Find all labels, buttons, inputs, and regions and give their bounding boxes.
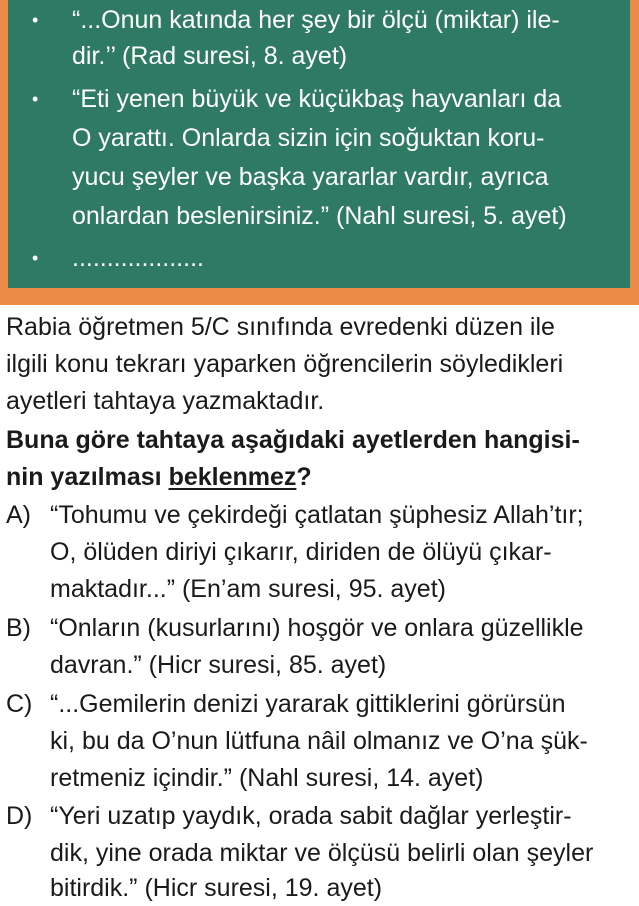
- question-line: Buna göre tahtaya aşağıdaki ayetlerden hangisi-: [6, 426, 580, 454]
- board-item-cont: [8, 38, 630, 78]
- board-line: “...Onun katında her şey bir ölçü (miktar) ile-: [72, 6, 560, 34]
- board-line: “Eti yenen büyük ve küçükbaş hayvanları da: [72, 85, 562, 113]
- option-c-letter[interactable]: C): [6, 690, 33, 718]
- board-line: dir.’’ (Rad suresi, 8. ayet): [72, 42, 348, 70]
- option-d-line[interactable]: “Yeri uzatıp yaydık, orada sabit dağlar yerleştir-: [50, 802, 572, 830]
- option-b-line[interactable]: davran.” (Hicr suresi, 85. ayet): [50, 651, 387, 679]
- option-d-line[interactable]: bitirdik.” (Hicr suresi, 19. ayet): [50, 874, 383, 902]
- chalkboard: [8, 0, 630, 288]
- question-line: [6, 459, 312, 495]
- option-d-line[interactable]: dik, yine orada miktar ve ölçüsü belirli olan şeyler: [50, 839, 594, 867]
- option-b-letter[interactable]: B): [6, 614, 31, 642]
- chalkboard-frame: [0, 0, 639, 305]
- board-item: [8, 2, 630, 42]
- question-mark: ?: [296, 463, 312, 491]
- option-a-line[interactable]: maktadır...” (En’am suresi, 95. ayet): [50, 575, 446, 603]
- board-item-cont: [8, 120, 630, 160]
- question-text: nin yazılması: [6, 463, 169, 491]
- option-c-line[interactable]: retmeniz içindir.” (Nahl suresi, 14. ayet): [50, 764, 484, 792]
- question-emphasis: beklenmez: [168, 463, 297, 491]
- option-d-letter[interactable]: D): [6, 802, 33, 830]
- option-a-line[interactable]: O, ölüden diriyi çıkarır, diriden de ölüyü çıkar-: [50, 538, 552, 566]
- intro-line: ayetleri tahtaya yazmaktadır.: [6, 387, 325, 415]
- board-line: ...................: [72, 244, 204, 272]
- board-line: yucu şeyler ve başka yararlar vardır, ayrıca: [72, 163, 549, 191]
- bullet: •: [32, 89, 39, 109]
- board-item: [8, 81, 630, 121]
- option-c-line[interactable]: ki, bu da O’nun lütfuna nâil olmanız ve O’na şük-: [50, 727, 588, 755]
- board-line: onlardan beslenirsiniz.” (Nahl suresi, 5. ayet): [72, 202, 567, 230]
- intro-line: Rabia öğretmen 5/C sınıfında evredenki düzen ile: [6, 313, 555, 341]
- option-b-line[interactable]: “Onların (kusurlarını) hoşgör ve onlara güzellikle: [50, 614, 584, 642]
- option-a-line[interactable]: “Tohumu ve çekirdeği çatlatan şüphesiz Allah’tır;: [50, 501, 584, 529]
- option-c-line[interactable]: “...Gemilerin denizi yararak gittiklerini görürsün: [50, 690, 566, 718]
- board-item-cont: [8, 198, 630, 238]
- board-item: [8, 240, 630, 280]
- option-a-letter[interactable]: A): [6, 501, 31, 529]
- board-item-cont: [8, 159, 630, 199]
- bullet: •: [32, 10, 39, 30]
- intro-line: ilgili konu tekrarı yaparken öğrencilerin söyledikleri: [6, 350, 564, 378]
- bullet: •: [32, 248, 39, 268]
- board-line: O yarattı. Onlarda sizin için soğuktan koru-: [72, 124, 545, 152]
